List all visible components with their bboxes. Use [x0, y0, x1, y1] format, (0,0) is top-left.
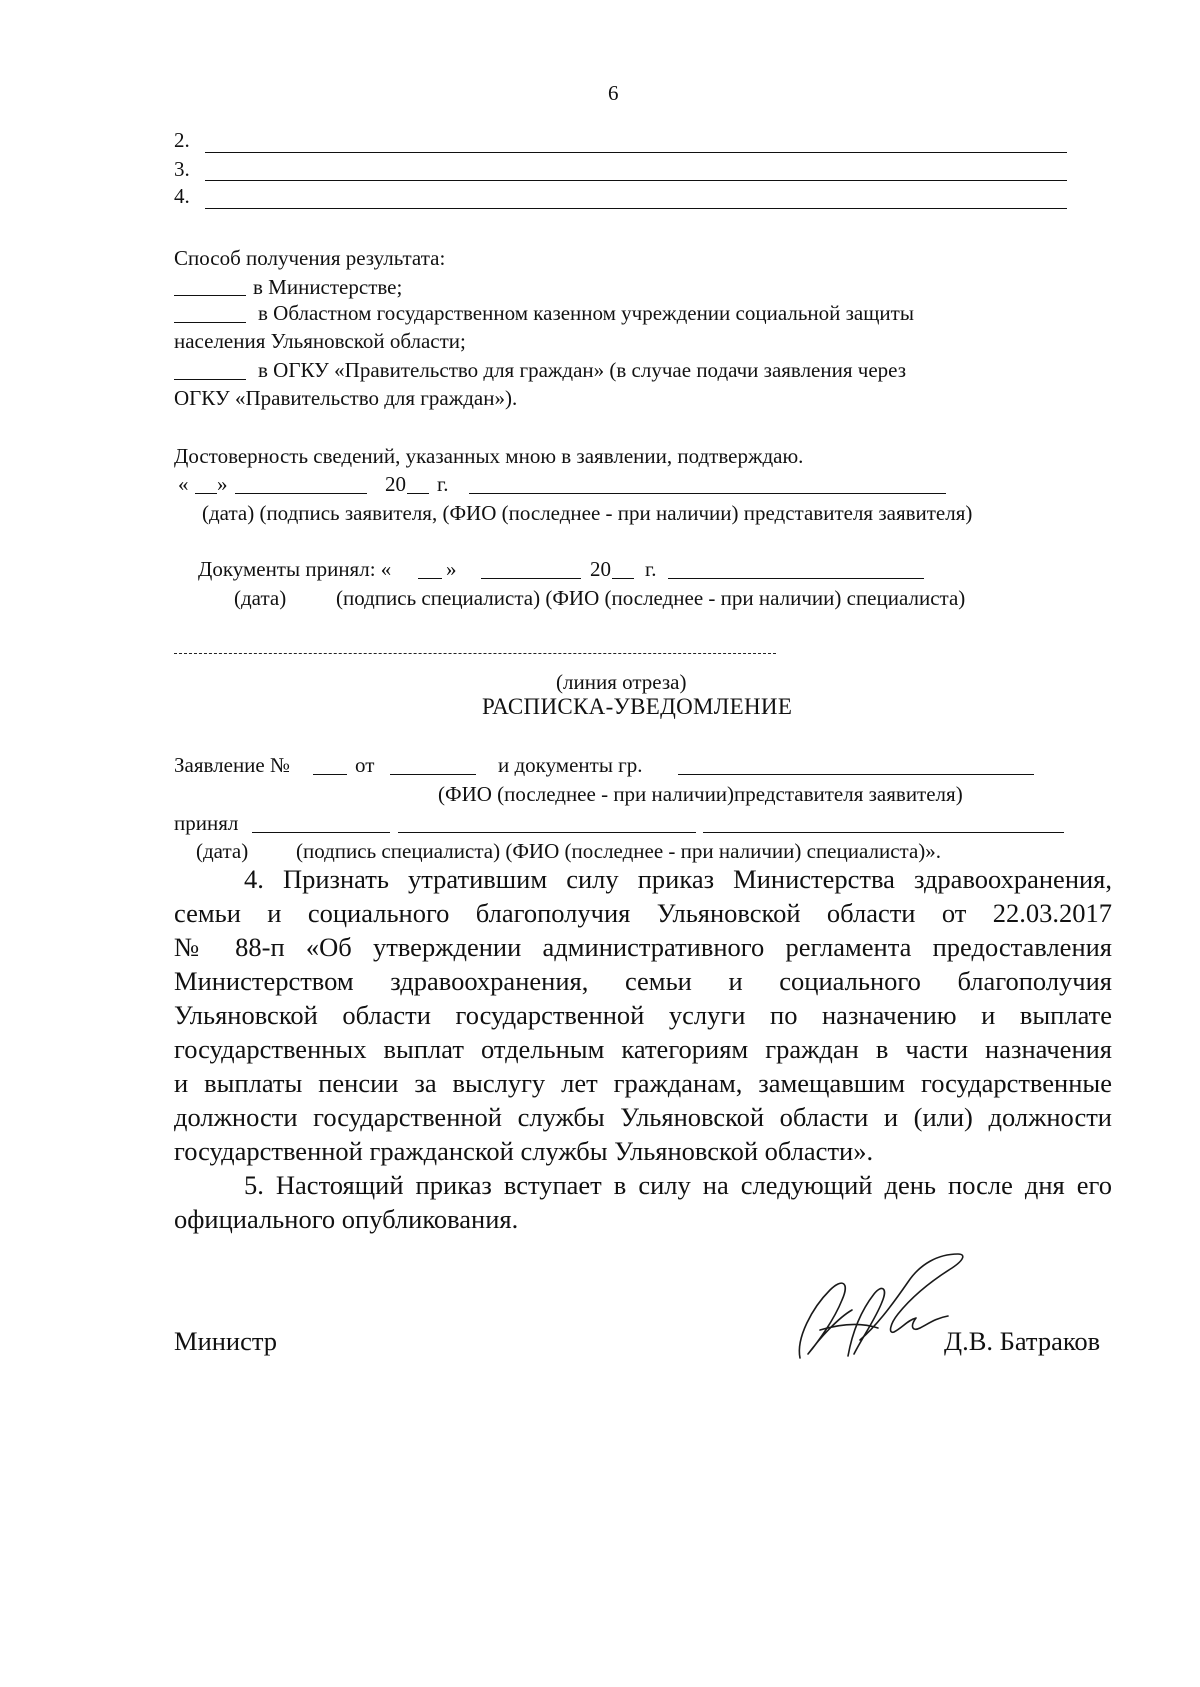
receipt-accepted-label: принял [174, 811, 239, 835]
paragraph-4-line: государственных выплат отдельным категориям граждан в части назначения [174, 1034, 1112, 1064]
paragraph-4-line: и выплаты пенсии за выслугу лет гражданам, замещавшим государственные [174, 1068, 1112, 1098]
signature-blank [668, 578, 924, 579]
app-number-blank [313, 774, 347, 775]
paragraph-4-line: семьи и социального благополучия Ульяновской области от 22.03.2017 [174, 898, 1112, 928]
result-option-ogku-social: в Областном государственном казенном учреждении социальной защиты [258, 301, 914, 325]
month-blank [235, 493, 367, 494]
accepted-caption: (подпись специалиста) (ФИО (последнее - при наличии) специалиста) [336, 586, 966, 610]
result-method-heading: Способ получения результата: [174, 246, 446, 270]
paragraph-5-line: официального опубликования. [174, 1204, 519, 1234]
year-blank [612, 578, 634, 579]
receipt-title: РАСПИСКА-УВЕДОМЛЕНИЕ [482, 694, 793, 719]
list-line [205, 180, 1067, 181]
accepted-label: Документы принял: « [198, 557, 392, 581]
result-option-gov-cont: ОГКУ «Правительство для граждан»). [174, 386, 518, 410]
receipt-fio-blank [703, 832, 1064, 833]
list-item-number: 2. [174, 128, 190, 152]
paragraph-5-line: 5. Настоящий приказ вступает в силу на следующий день после дня его [244, 1170, 1112, 1200]
list-item [174, 183, 190, 209]
app-date-blank [390, 774, 476, 775]
blank-line [174, 322, 246, 323]
list-line [205, 152, 1067, 153]
paragraph-4-line: должности государственной службы Ульяновской области и (или) должности [174, 1102, 1112, 1132]
cut-label: (линия отреза) [556, 670, 687, 694]
receipt-caption-date: (дата) [196, 839, 249, 863]
confirmation-year-prefix: 20 [385, 472, 406, 496]
paragraph-4-line: Ульяновской области государственной услуги по назначению и выплате [174, 1000, 1112, 1030]
receipt-app-label: Заявление № [174, 753, 291, 777]
paragraph-4-line: № 88-п «Об утверждении административного регламента предоставления [174, 932, 1112, 962]
accepted-quote-close: » [446, 557, 457, 581]
paragraph-4-line: Министерством здравоохранения, семьи и социального благополучия [174, 966, 1112, 996]
receipt-caption: (подпись специалиста) (ФИО (последнее - при наличии) специалиста)». [296, 839, 942, 863]
receipt-docs-label: и документы гр. [498, 753, 643, 777]
accepted-caption-date: (дата) [234, 586, 287, 610]
list-item [174, 156, 190, 182]
result-option-ogku-social-cont: населения Ульяновской области; [174, 329, 466, 353]
paragraph-4-line: 4. Признать утратившим силу приказ Министерства здравоохранения, [244, 864, 1112, 894]
list-item [174, 127, 190, 153]
confirmation-year-suffix: г. [437, 472, 449, 496]
accepted-year-prefix: 20 [590, 557, 611, 581]
result-option-gov: в ОГКУ «Правительство для граждан» (в случае подачи заявления через [258, 358, 907, 382]
confirmation-caption: (дата) (подпись заявителя, (ФИО (последнее - при наличии) представителя заявителя) [202, 501, 973, 525]
day-blank [195, 493, 217, 494]
signatory-name: Д.В. Батраков [944, 1326, 1101, 1356]
page-number: 6 [608, 81, 619, 105]
list-line [205, 208, 1067, 209]
paragraph-4-line: государственной гражданской службы Ульяновской области». [174, 1136, 874, 1166]
confirmation-date-close: » [217, 472, 228, 496]
year-blank [407, 493, 429, 494]
list-item-number: 4. [174, 184, 190, 208]
confirmation-date-open: « [178, 472, 189, 496]
blank-line [174, 295, 246, 296]
list-item-number: 3. [174, 157, 190, 181]
receipt-fio-caption: (ФИО (последнее - при наличии)представителя заявителя) [438, 782, 963, 806]
receipt-from-label: от [355, 753, 375, 777]
day-blank [418, 578, 442, 579]
accepted-year-suffix: г. [645, 557, 657, 581]
receipt-signature-blank [398, 832, 696, 833]
result-option-ministry: в Министерстве; [253, 275, 403, 299]
signature-position: Министр [174, 1326, 278, 1356]
handwritten-signature [790, 1238, 970, 1368]
cut-line [174, 653, 776, 654]
blank-line [174, 379, 246, 380]
signature-blank [469, 493, 946, 494]
confirmation-text: Достоверность сведений, указанных мною в заявлении, подтверждаю. [174, 444, 804, 468]
receipt-date-blank [252, 832, 390, 833]
fio-blank [678, 774, 1034, 775]
month-blank [481, 578, 581, 579]
